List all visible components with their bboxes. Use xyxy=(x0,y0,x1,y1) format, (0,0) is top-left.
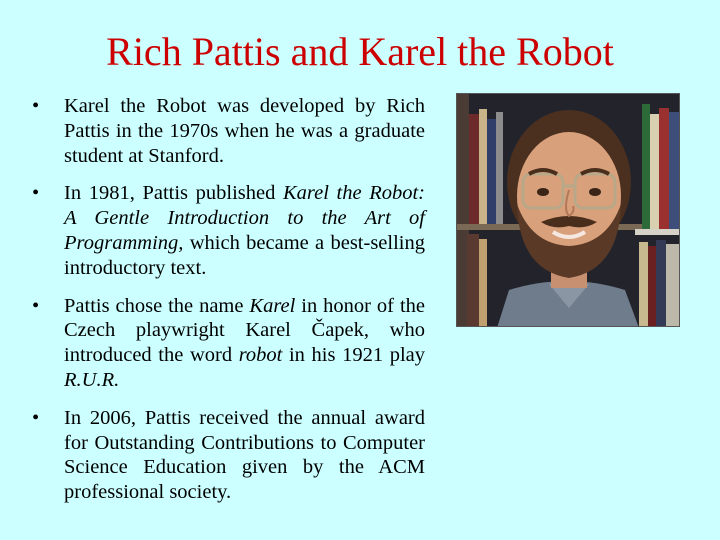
bullet-dot-icon: • xyxy=(32,95,40,117)
bullet-text xyxy=(64,295,425,391)
bullet-item xyxy=(30,181,425,280)
bullet-segment: in his 1921 play xyxy=(282,344,426,367)
bullet-item xyxy=(30,94,425,168)
bullet-text xyxy=(64,182,425,278)
bullet-item xyxy=(30,294,425,393)
bullet-segment: Karel the Robot was developed by Rich Pattis in the 1970s when he was a graduate student at Stanford. xyxy=(64,95,425,167)
portrait-photo xyxy=(456,93,680,327)
italic-term: Karel xyxy=(249,294,296,317)
italic-term: robot xyxy=(238,344,283,367)
bullet-segment: which became a best-selling introductory text. xyxy=(64,231,425,279)
bullet-segment: In 1981, Pattis published xyxy=(64,182,283,205)
bullet-dot-icon: • xyxy=(32,182,40,205)
bullet-segment: Pattis chose the name xyxy=(64,294,250,317)
bullet-dot-icon: • xyxy=(32,406,40,429)
play-title: R.U.R. xyxy=(64,368,120,391)
slide-title: Rich Pattis and Karel the Robot xyxy=(106,29,614,74)
bullet-text xyxy=(64,95,425,167)
bullet-list xyxy=(30,94,425,518)
bullet-item xyxy=(30,406,425,505)
bullet-segment: in honor of the Czech playwright Karel Čapek, who introduced the word xyxy=(64,294,425,367)
bullet-dot-icon: • xyxy=(32,294,40,317)
portrait-illustration xyxy=(457,94,680,327)
book-title: Karel the Robot: A Gentle Introduction to the Art of Programming, xyxy=(64,182,426,254)
bullet-segment: In 2006, Pattis received the annual award for Outstanding Contributions to Computer Science Education given by the ACM professional society. xyxy=(64,406,425,504)
bullet-text xyxy=(64,407,425,503)
